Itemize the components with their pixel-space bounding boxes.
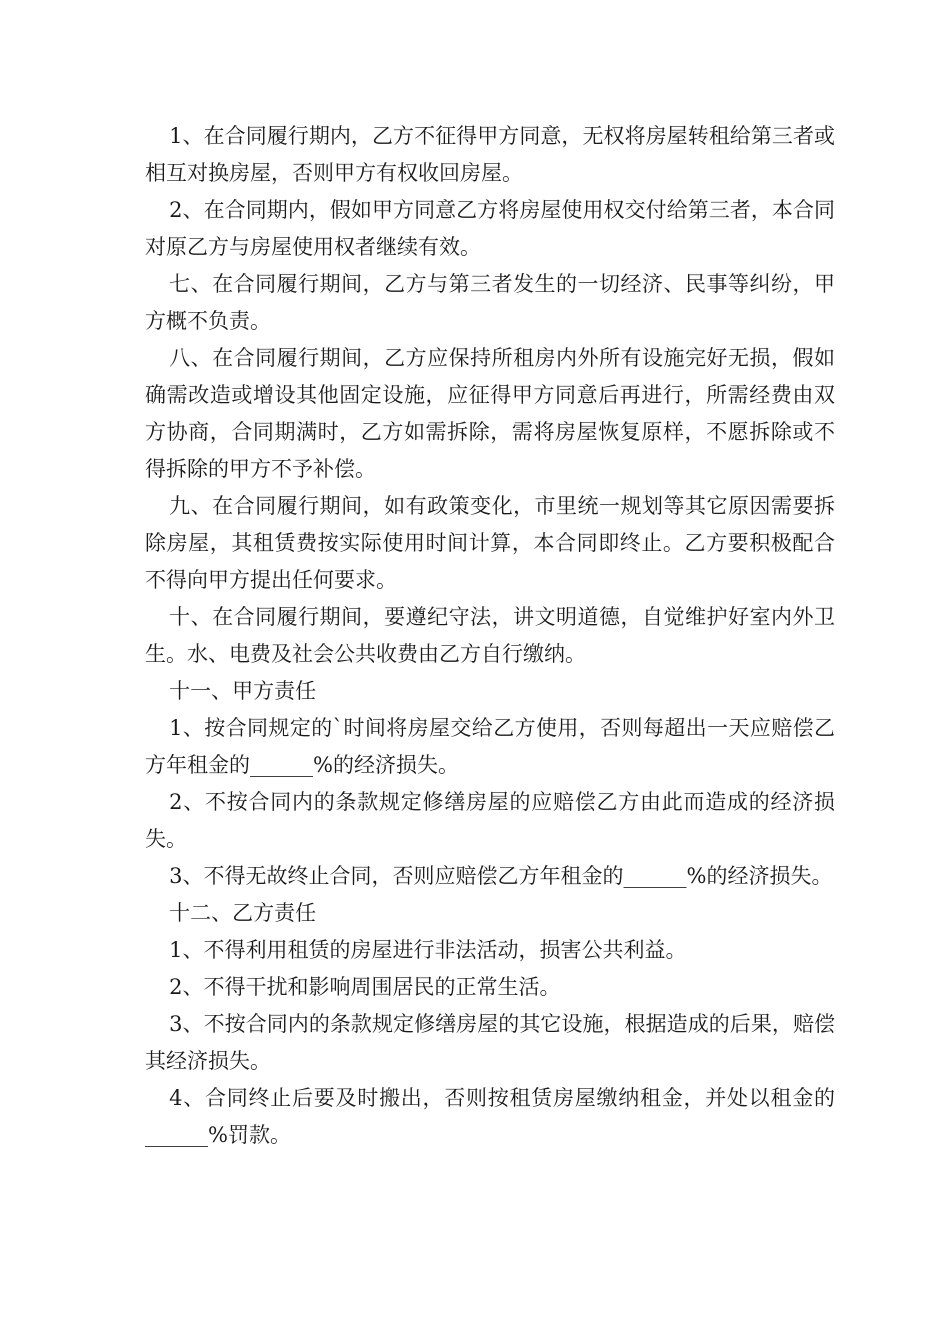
paragraph-section-10: 十、在合同履行期间，要遵纪守法，讲文明道德，自觉维护好室内外卫生。水、电费及社会公共收费由乙方自行缴纳。 (145, 605, 835, 666)
paragraph-section-7: 七、在合同履行期间，乙方与第三者发生的一切经济、民事等纠纷，甲方概不负责。 (145, 272, 835, 333)
paragraph-tenant-item-4: 4、合同终止后要及时搬出，否则按租赁房屋缴纳租金，并处以租金的______%罚款。 (145, 1086, 835, 1147)
paragraph-tenant-item-1: 1、不得利用租赁的房屋进行非法活动，损害公共利益。 (169, 938, 687, 962)
heading-section-11: 十一、甲方责任 (169, 679, 317, 703)
document-body (145, 118, 835, 1154)
paragraph-section-9: 九、在合同履行期间，如有政策变化，市里统一规划等其它原因需要拆除房屋，其租赁费按实际使用时间计算，本合同即终止。乙方要积极配合不得向甲方提出任何要求。 (145, 494, 835, 592)
paragraph-transfer-clause: 2、在合同期内，假如甲方同意乙方将房屋使用权交付给第三者，本合同对原乙方与房屋使用权者继续有效。 (145, 198, 835, 259)
paragraph-tenant-item-3: 3、不按合同内的条款规定修缮房屋的其它设施，根据造成的后果，赔偿其经济损失。 (145, 1012, 835, 1073)
paragraph-landlord-item-3: 3、不得无故终止合同，否则应赔偿乙方年租金的______%的经济损失。 (169, 864, 833, 888)
paragraph-sublet-clause: 1、在合同履行期内，乙方不征得甲方同意，无权将房屋转租给第三者或相互对换房屋，否则甲方有权收回房屋。 (145, 124, 835, 185)
heading-section-12: 十二、乙方责任 (169, 901, 317, 925)
paragraph-section-8: 八、在合同履行期间，乙方应保持所租房内外所有设施完好无损，假如确需改造或增设其他固定设施，应征得甲方同意后再进行，所需经费由双方协商，合同期满时，乙方如需拆除，需将房屋恢复原样，不愿拆除或不得拆除的甲方不予补偿。 (145, 346, 835, 481)
paragraph-tenant-item-2: 2、不得干扰和影响周围居民的正常生活。 (169, 975, 561, 999)
paragraph-landlord-item-2: 2、不按合同内的条款规定修缮房屋的应赔偿乙方由此而造成的经济损失。 (145, 790, 835, 851)
paragraph-landlord-item-1: 1、按合同规定的`时间将房屋交给乙方使用，否则每超出一天应赔偿乙方年租金的______%的经济损失。 (145, 716, 835, 777)
